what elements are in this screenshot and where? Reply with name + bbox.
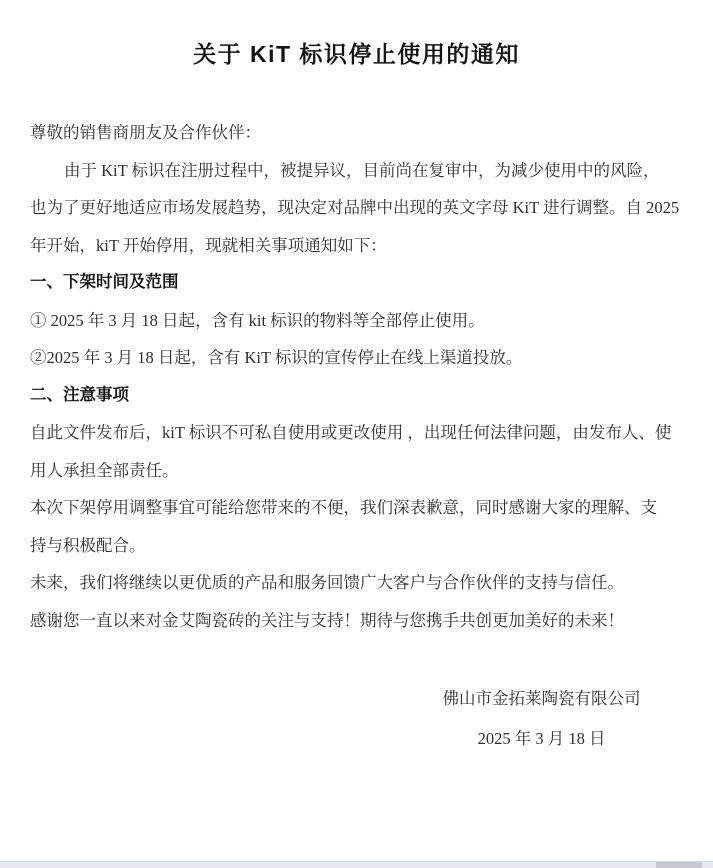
closing-paragraph-3: 感谢您一直以来对金艾陶瓷砖的关注与支持！期待与您携手共创更加美好的未来！ [30,610,624,630]
document-title: 关于 KiT 标识停止使用的通知 [193,41,520,67]
signature-date: 2025 年 3 月 18 日 [477,729,606,748]
closing-line: 持与积极配合。 [30,535,146,555]
section-1-item-2: ②2025 年 3 月 18 日起，含有 KiT 标识的宣传停止在线上渠道投放。 [30,348,523,367]
intro-paragraph [30,152,683,265]
intro-line: 年开始，kiT 开始停用，现就相关事项通知如下： [30,235,387,255]
intro-line: 由于 KiT 标识在注册过程中，被提异议，目前尚在复审中，为减少使用中的风险， [64,160,660,180]
section-1-item-1: ① 2025 年 3 月 18 日起，含有 kit 标识的物料等全部停止使用。 [30,310,485,330]
closing-line: 本次下架停用调整事宜可能给您带来的不便，我们深表歉意，同时感谢大家的理解、支 [30,498,657,517]
closing-paragraph-1 [30,489,683,564]
section-1-heading: 一、下架时间及范围 [30,273,179,291]
section-2-heading: 二、注意事项 [30,385,129,404]
window-bottom-edge [0,861,713,868]
intro-line: 也为了更好地适应市场发展趋势，现决定对品牌中出现的英文字母 KiT 进行调整。自 2025 [30,198,680,217]
section-2-line: 用人承担全部责任。 [30,460,179,480]
signature-block [370,679,713,759]
section-2-paragraph [30,414,683,489]
section-2-line: 自此文件发布后，kiT 标识不可私自使用或更改使用 ，出现任何法律问题，由发布人、使 [30,423,672,442]
window-bottom-edge-accent [656,862,702,868]
salutation: 尊敬的销售商朋友及合作伙伴： [30,123,261,142]
closing-paragraph-2: 未来，我们将继续以更优质的产品和服务回馈广大客户与合作伙伴的支持与信任。 [30,573,624,592]
signature-company: 佛山市金拓莱陶瓷有限公司 [442,689,641,708]
